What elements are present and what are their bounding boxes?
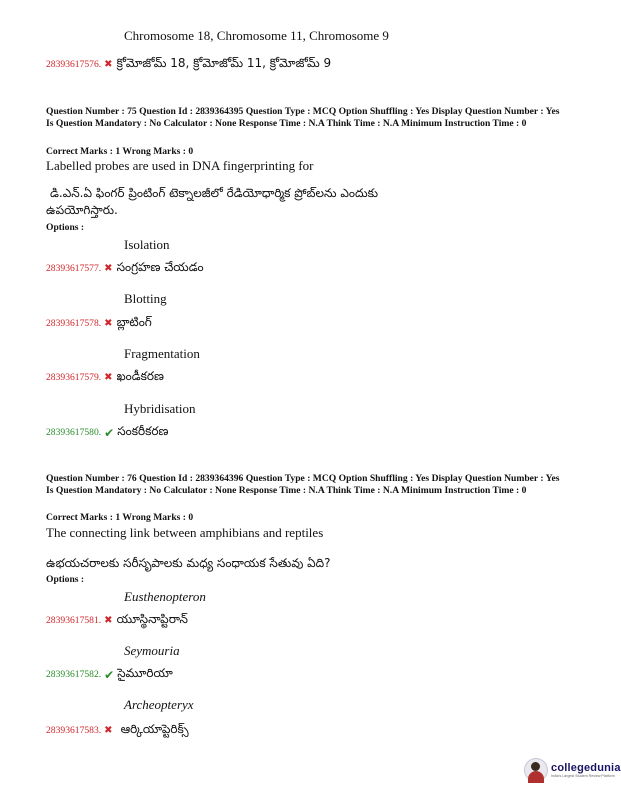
option-row (46, 260, 204, 277)
options-label: Options : (46, 574, 85, 585)
question-english-text: Labelled probes are used in DNA fingerprinting for (46, 158, 314, 173)
cross-icon: ✖ (104, 372, 113, 383)
question-telugu-line1: ఉభయచరాలకు సరీసృపాలకు మధ్య సంధాయక సేతువు ఏది? (46, 556, 331, 570)
option-id: 28393617576. (46, 59, 102, 70)
cross-icon: ✖ (104, 725, 113, 736)
question-marks: Correct Marks : 1 Wrong Marks : 0 (46, 512, 194, 523)
cross-icon: ✖ (104, 318, 113, 329)
check-icon: ✔ (104, 667, 115, 682)
option-telugu-text: ఆర్కియాప్టెరిక్స్ (120, 722, 189, 736)
option-id: 28393617581. (46, 615, 102, 626)
option-telugu-text: సైమూరియా (117, 666, 173, 680)
option-row (46, 369, 164, 386)
option-id: 28393617582. (46, 669, 102, 680)
options-label: Options : (46, 222, 85, 233)
option-english-text: Isolation (124, 237, 170, 252)
option-row (46, 722, 189, 739)
option-english-text: Archeopteryx (124, 697, 194, 712)
option-english-text: Seymouria (124, 643, 180, 658)
option-id: 28393617583. (46, 725, 102, 736)
option-row (46, 424, 168, 441)
option-id: 28393617577. (46, 263, 102, 274)
question-telugu-line1: డి.ఎన్.ఏ ఫింగర్ ప్రింటింగ్ టెక్నాలజీలో రేడియోధార్మిక ప్రోబ్‌లను ఎందుకు (50, 186, 379, 200)
option-english-text: Chromosome 18, Chromosome 11, Chromosome 9 (124, 28, 389, 43)
question-english-text: The connecting link between amphibians and reptiles (46, 525, 324, 540)
option-telugu-text: క్రోమోజోమ్ 18, క్రోమోజోమ్ 11, క్రోమోజోమ్ 9 (116, 56, 332, 70)
logo-avatar-icon (524, 758, 548, 782)
option-id: 28393617578. (46, 318, 102, 329)
option-telugu-text: సంగ్రహణ చేయడం (116, 260, 204, 274)
option-telugu-text: బ్లాటింగ్ (116, 315, 152, 329)
cross-icon: ✖ (104, 615, 113, 626)
check-icon: ✔ (104, 425, 115, 440)
collegedunia-logo (524, 758, 621, 782)
option-id: 28393617579. (46, 372, 102, 383)
option-telugu-text: యూస్థినాప్టిరాన్ (116, 612, 188, 626)
option-id: 28393617580. (46, 427, 102, 438)
question-meta: Question Number : 75 Question Id : 2839364395 Question Type : MCQ Option Shuffling : Yes Display Question Number : Yes Is Question Mandatory : No Calculator : None Response Time : N.A Think Time : N.A Minimum Instruction Time : 0 (46, 106, 560, 129)
cross-icon: ✖ (104, 59, 113, 70)
question-marks: Correct Marks : 1 Wrong Marks : 0 (46, 146, 194, 157)
option-row (46, 666, 173, 683)
cross-icon: ✖ (104, 263, 113, 274)
question-telugu-line2: ఉపయోగిస్తారు. (46, 203, 118, 217)
option-english-text: Blotting (124, 291, 167, 306)
option-row (46, 612, 188, 629)
question-meta: Question Number : 76 Question Id : 2839364396 Question Type : MCQ Option Shuffling : Yes Display Question Number : Yes Is Question Mandatory : No Calculator : None Response Time : N.A Think Time : N.A Minimum Instruction Time : 0 (46, 473, 560, 496)
option-english-text: Hybridisation (124, 401, 196, 416)
option-row (46, 56, 331, 73)
option-row (46, 315, 152, 332)
logo-name: collegedunia (551, 762, 621, 774)
option-telugu-text: సంకరీకరణ (117, 424, 169, 438)
logo-tagline: India's Largest Student Review Platform (551, 774, 615, 778)
option-telugu-text: ఖండీకరణ (116, 369, 164, 383)
option-english-text: Eusthenopteron (124, 589, 206, 604)
option-english-text: Fragmentation (124, 346, 200, 361)
